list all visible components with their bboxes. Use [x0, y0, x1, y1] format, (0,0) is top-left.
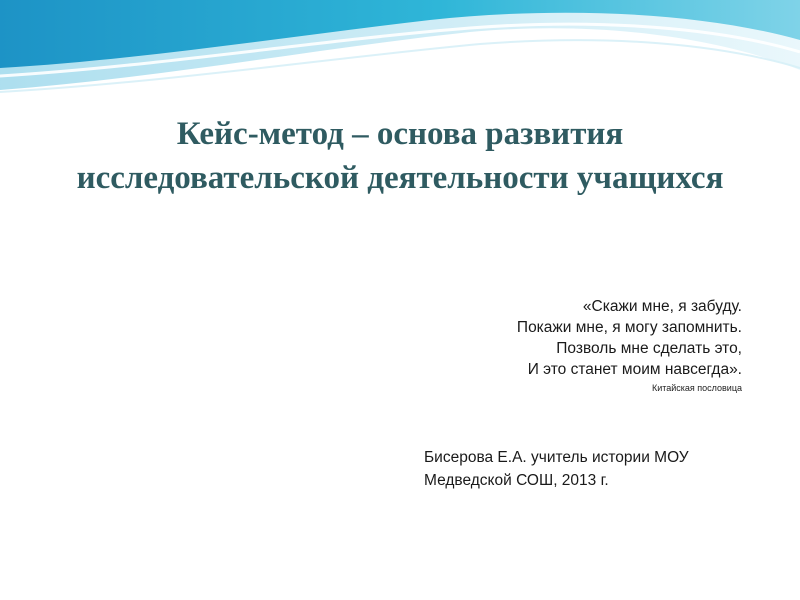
epigraph — [322, 296, 742, 394]
epigraph-line: Покажи мне, я могу запомнить. — [516, 319, 742, 336]
slide-title: Кейс-метод – основа развития исследовательской деятельности учащихся — [76, 116, 724, 196]
epigraph-source: Китайская пословица — [651, 383, 742, 393]
decorative-wave-header — [0, 0, 800, 110]
epigraph-line: Позволь мне сделать это, — [556, 340, 742, 357]
epigraph-line: «Скажи мне, я забуду. — [582, 298, 742, 315]
author-line: Медведской СОШ, 2013 г. — [424, 472, 609, 489]
author-info — [424, 446, 784, 492]
author-line: Бисерова Е.А. учитель истории МОУ — [424, 449, 689, 466]
epigraph-line: И это станет моим навсегда». — [527, 361, 742, 378]
